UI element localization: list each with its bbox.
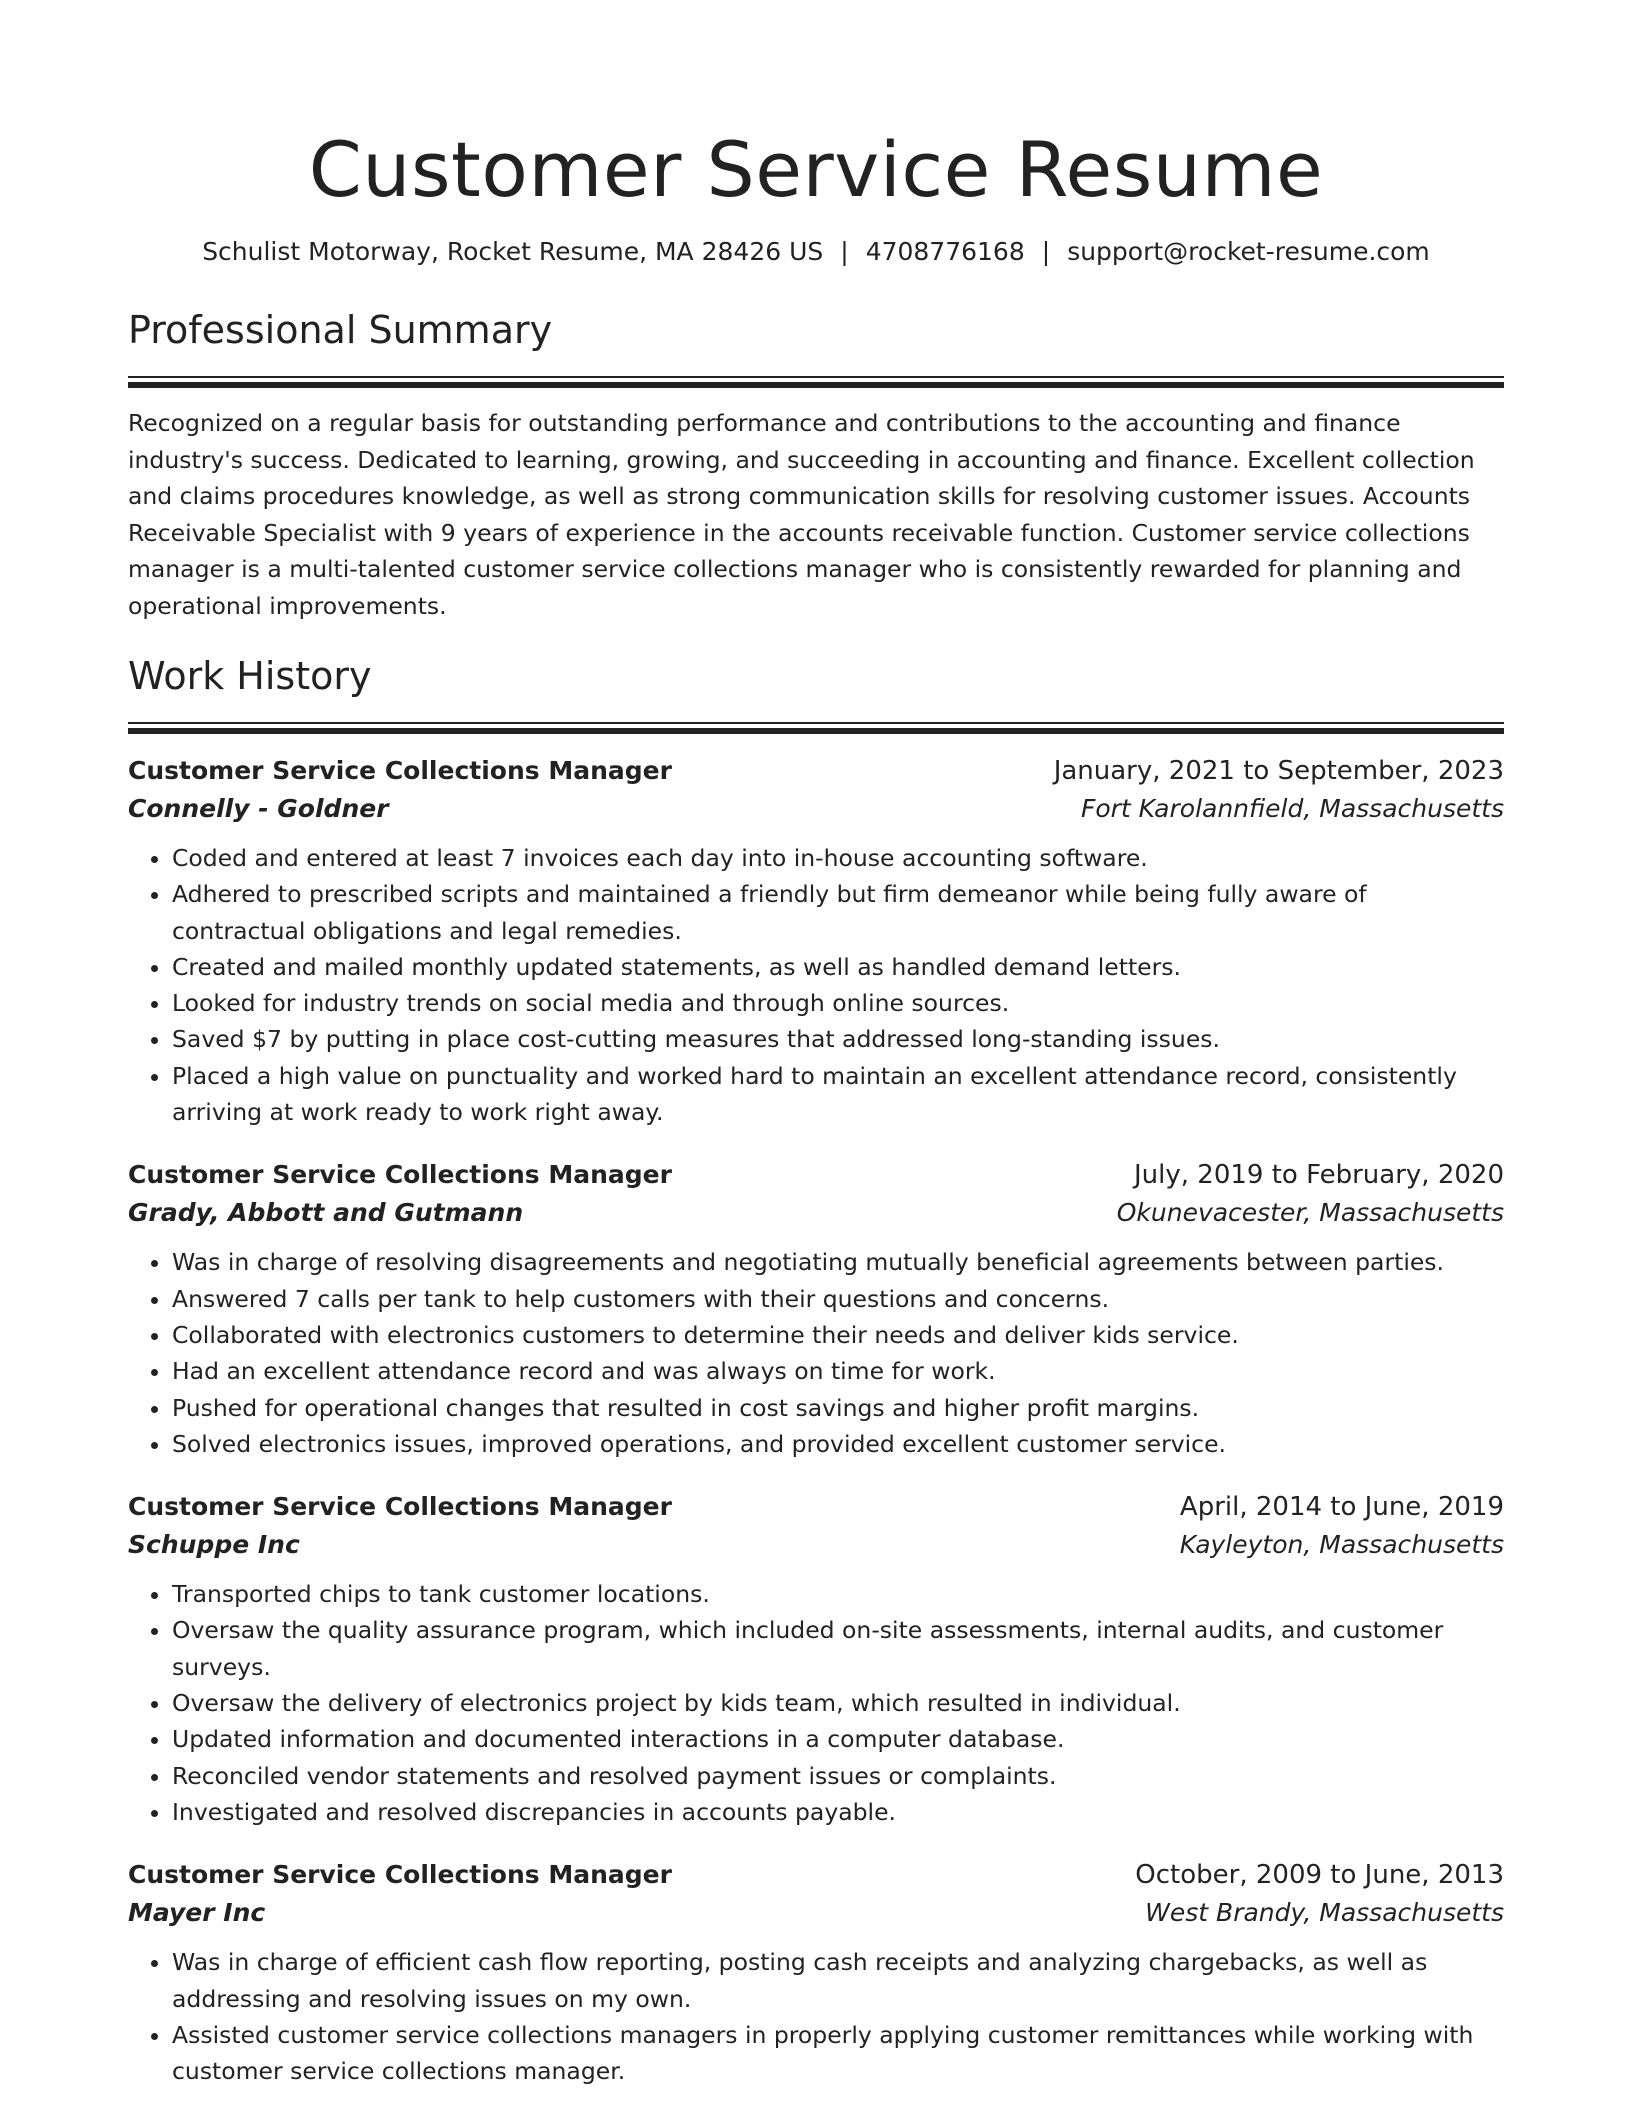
job-header-row [128,1856,1504,1894]
summary-text: Recognized on a regular basis for outstanding performance and contributions to the accounting and finance industry's success. Dedicated to learning, growing, and succeeding in accounting and finance. Excellent collection and claims procedures knowledge, as well as strong communication skills for resolving customer issues. Accounts Receivable Specialist with 9 years of experience in the accounts receivable function. Customer service collections manager is a multi-talented customer service collections manager who is consistently rewarded for planning and operational improvements. [128,409,1475,620]
job-entry [128,752,1504,1130]
contact-separator: | [1041,237,1051,266]
job-title: Customer Service Collections Manager [128,1860,672,1890]
section-divider [128,376,1504,388]
job-location: Okunevacester, Massachusetts [1116,1198,1504,1228]
job-bullet: • Was in charge of efficient cash flow reporting, posting cash receipts and analyzing chargebacks, as well as addressing and resolving issues on my own. [172,1944,1504,2017]
job-bullet: • Pushed for operational changes that resulted in cost savings and higher profit margins. [172,1390,1504,1426]
resume-page [128,0,1504,2089]
job-company-row [128,1194,1504,1232]
contact-phone: 4708776168 [865,237,1025,266]
job-entry [128,1856,1504,2089]
job-company-row [128,790,1504,828]
job-bullet: • Transported chips to tank customer locations. [172,1576,1504,1612]
job-company: Connelly - Goldner [128,794,389,823]
job-bullet: • Coded and entered at least 7 invoices each day into in-house accounting software. [172,840,1504,876]
job-bullet: • Oversaw the delivery of electronics project by kids team, which resulted in individual. [172,1685,1504,1721]
job-bullet: • Had an excellent attendance record and was always on time for work. [172,1353,1504,1389]
contact-line [128,234,1504,270]
job-dates: April, 2014 to June, 2019 [1179,1492,1504,1523]
job-bullet: • Looked for industry trends on social media and through online sources. [172,985,1504,1021]
job-entry [128,1156,1504,1462]
job-bullet: • Investigated and resolved discrepancies in accounts payable. [172,1794,1504,1830]
work-history-section [128,650,1504,2089]
job-bullet: • Created and mailed monthly updated statements, as well as handled demand letters. [172,949,1504,985]
job-location: Kayleyton, Massachusetts [1179,1530,1504,1560]
job-bullet: • Was in charge of resolving disagreements and negotiating mutually beneficial agreements between parties. [172,1244,1504,1280]
job-company: Mayer Inc [128,1898,266,1928]
job-location: West Brandy, Massachusetts [1145,1898,1504,1928]
job-bullet: • Assisted customer service collections managers in properly applying customer remittances while working with customer service collections manager. [172,2017,1504,2090]
section-title-summary: Professional Summary [128,308,553,352]
job-bullet-list [128,1576,1504,1830]
job-bullet-list [128,840,1504,1130]
job-title: Customer Service Collections Manager [128,1492,672,1522]
job-dates: July, 2019 to February, 2020 [1134,1160,1504,1191]
job-location: Fort Karolannfield, Massachusetts [1080,794,1504,823]
job-company-row [128,1526,1504,1564]
job-company-row [128,1894,1504,1932]
job-dates: January, 2021 to September, 2023 [1053,756,1504,786]
job-bullet-list [128,1244,1504,1462]
job-header-row [128,1156,1504,1194]
job-company: Schuppe Inc [128,1530,300,1560]
job-bullet: • Oversaw the quality assurance program, which included on-site assessments, internal audits, and customer surveys. [172,1612,1504,1685]
job-bullet: • Placed a high value on punctuality and worked hard to maintain an excellent attendance record, consistently arriving at work ready to work right away. [172,1058,1504,1131]
job-header-row [128,1488,1504,1526]
professional-summary-section [128,304,1504,624]
section-title-work-history: Work History [128,654,372,698]
job-dates: October, 2009 to June, 2013 [1135,1860,1504,1891]
job-title: Customer Service Collections Manager [128,1160,672,1190]
job-header-row [128,752,1504,790]
job-bullet: • Solved electronics issues, improved operations, and provided excellent customer service. [172,1426,1504,1462]
job-bullet: • Saved $7 by putting in place cost-cutting measures that addressed long-standing issues. [172,1021,1504,1057]
job-bullet: • Collaborated with electronics customers to determine their needs and deliver kids service. [172,1317,1504,1353]
resume-title: Customer Service Resume [308,125,1324,214]
contact-separator: | [840,237,849,266]
job-list [128,752,1504,2089]
job-company: Grady, Abbott and Gutmann [128,1198,524,1228]
section-divider [128,722,1504,734]
job-bullet-list [128,1944,1504,2089]
contact-email: support@rocket-resume.com [1067,237,1430,266]
job-entry [128,1488,1504,1830]
job-title: Customer Service Collections Manager [128,756,672,785]
job-bullet: • Answered 7 calls per tank to help customers with their questions and concerns. [172,1281,1504,1317]
job-bullet: • Reconciled vendor statements and resolved payment issues or complaints. [172,1758,1504,1794]
contact-address: Schulist Motorway, Rocket Resume, MA 28426 US [202,237,824,266]
job-bullet: • Updated information and documented interactions in a computer database. [172,1721,1504,1757]
job-bullet: • Adhered to prescribed scripts and maintained a friendly but firm demeanor while being fully aware of contractual obligations and legal remedies. [172,876,1504,949]
